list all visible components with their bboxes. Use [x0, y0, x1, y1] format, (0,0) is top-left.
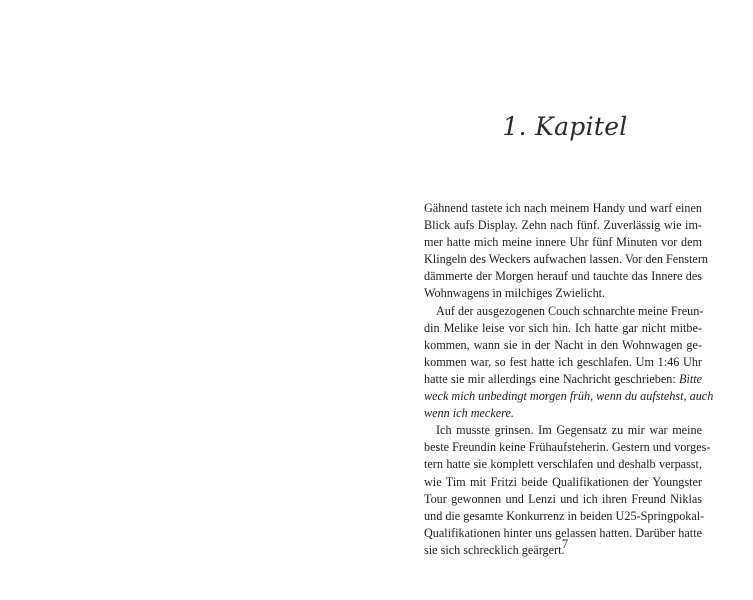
- page-number: 7: [561, 537, 569, 551]
- body-text: [424, 200, 714, 559]
- text-line: beste Freundin keine Frühaufsteherin. Gestern und vorges-: [424, 440, 711, 455]
- text-line: kommen war, so fest hatte ich geschlafen. Um 1:46 Uhr: [424, 354, 702, 369]
- text-line: Gähnend tastete ich nach meinem Handy und warf einen: [424, 201, 702, 215]
- left-page-blank: [0, 0, 376, 600]
- text-segment: hatte sie mir allerdings eine Nachricht geschrieben:: [424, 371, 676, 386]
- text-line: Auf der ausgezogenen Couch schnarchte meine Freun-: [436, 303, 704, 318]
- text-line: Ich musste grinsen. Im Gegensatz zu mir war meine: [436, 423, 702, 438]
- text-line: und die gesamte Konkurrenz in beiden U25-Springpokal-: [424, 508, 705, 523]
- text-line: wie Tim mit Fritzi beide Qualifikationen der Youngster: [424, 474, 702, 489]
- text-line: Wohnwagens in milchiges Zwielicht.: [424, 286, 606, 301]
- italic-segment: Bitte: [679, 371, 703, 386]
- right-page: [377, 0, 753, 600]
- text-line: Qualifikationen hinter uns gelassen hatten. Darüber hatte: [424, 525, 702, 540]
- text-line: kommen, wann sie in der Nacht in den Wohnwagen ge-: [424, 337, 702, 352]
- text-line: [424, 371, 702, 388]
- text-line: Tour gewonnen und Lenzi und ich ihren Freund Niklas: [424, 491, 702, 506]
- text-line-italic: weck mich unbedingt morgen früh, wenn du aufstehst, auch: [424, 389, 714, 404]
- text-line: din Melike leise vor sich hin. Ich hatte gar nicht mitbe-: [424, 320, 702, 335]
- text-line: tern hatte sie komplett verschlafen und deshalb verpasst,: [424, 457, 702, 472]
- text-line-italic: wenn ich meckere.: [424, 406, 514, 421]
- text-line: dämmerte der Morgen herauf und tauchte das Innere des: [424, 269, 702, 284]
- text-line: Blick aufs Display. Zehn nach fünf. Zuverlässig wie im-: [424, 218, 702, 233]
- chapter-title: 1. Kapitel: [502, 112, 628, 141]
- text-line: mer hatte mich meine innere Uhr fünf Minuten vor dem: [424, 235, 702, 250]
- text-line: Klingeln des Weckers aufwachen lassen. Vor den Fenstern: [424, 252, 708, 267]
- text-line: sie sich schrecklich geärgert.: [424, 542, 565, 557]
